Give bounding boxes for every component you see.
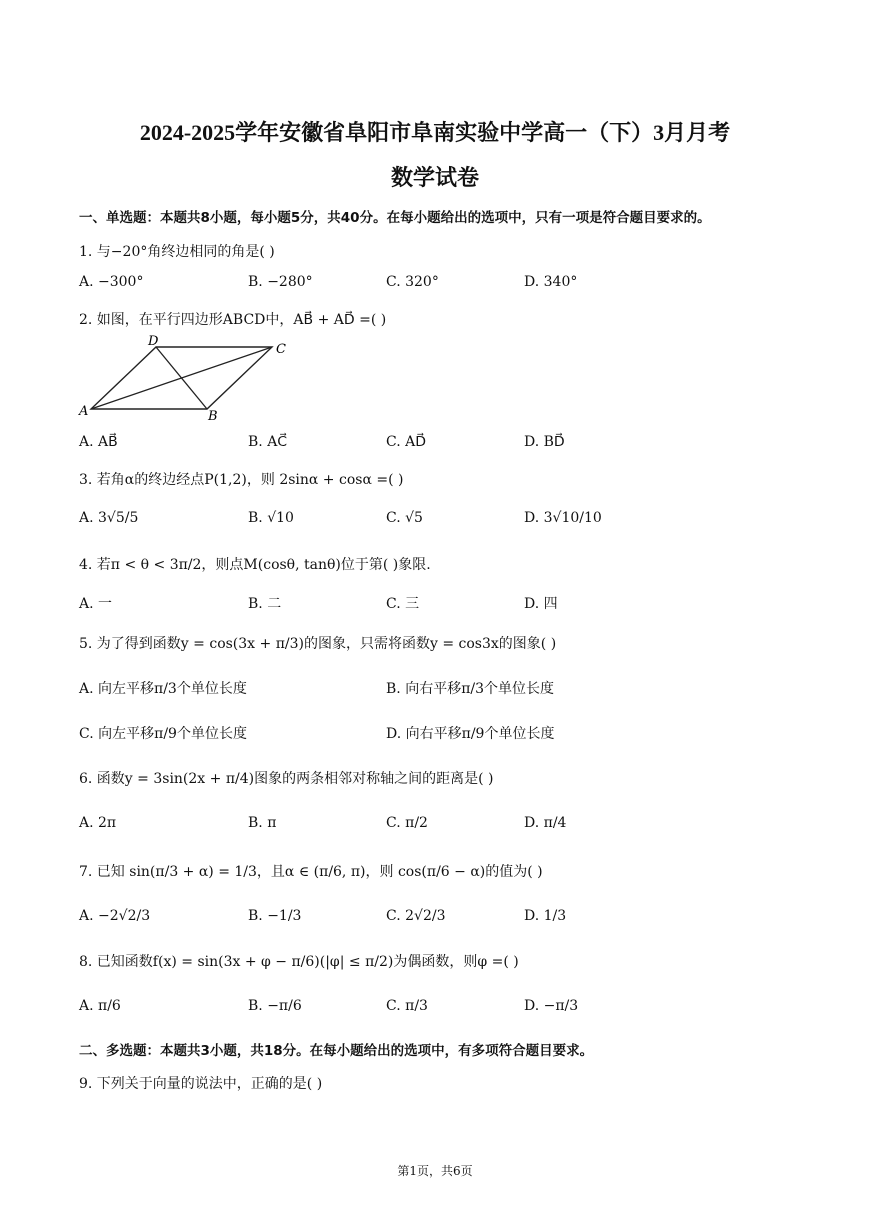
q1-option-d: D. 340° [524, 274, 578, 290]
question-2: 2. 如图，在平行四边形ABCD中，AB⃗ + AD⃗ =( ) [79, 312, 387, 328]
q5-option-a: A. 向左平移π/3个单位长度 [79, 681, 247, 697]
question-6: 6. 函数y = 3sin(2x + π/4)图象的两条相邻对称轴之间的距离是( ) [79, 771, 494, 787]
page-footer: 第1页，共6页 [397, 1164, 473, 1178]
q6-option-b: B. π [248, 815, 277, 831]
q5-option-d: D. 向右平移π/9个单位长度 [386, 726, 555, 742]
section-1-heading: 一、单选题：本题共8小题，每小题5分，共40分。在每小题给出的选项中，只有一项是符合题目要求的。 [79, 210, 711, 226]
question-1: 1. 与−20°角终边相同的角是( ) [79, 244, 275, 260]
question-7: 7. 已知 sin(π/3 + α) = 1/3，且α ∈ (π/6, π)，则 cos(π/6 − α)的值为( ) [79, 864, 543, 880]
q2-option-d: D. BD⃗ [524, 434, 565, 450]
q3-option-c: C. √5 [386, 510, 423, 526]
q2-option-b: B. AC⃗ [248, 434, 288, 450]
q5-option-b: B. 向右平移π/3个单位长度 [386, 681, 555, 697]
parallelogram-figure [74, 334, 299, 424]
q2-option-a: A. AB⃗ [79, 434, 118, 450]
q1-option-b: B. −280° [248, 274, 313, 290]
question-8: 8. 已知函数f(x) = sin(3x + φ − π/6)(|φ| ≤ π/2)为偶函数，则φ =( ) [79, 954, 519, 970]
q1-option-c: C. 320° [386, 274, 439, 290]
question-5: 5. 为了得到函数y = cos(3x + π/3)的图象，只需将函数y = cos3x的图象( ) [79, 636, 557, 652]
q4-option-a: A. 一 [79, 596, 113, 612]
q7-option-b: B. −1/3 [248, 908, 302, 924]
exam-subtitle: 数学试卷 [390, 165, 479, 190]
q6-option-a: A. 2π [79, 815, 117, 831]
q7-option-d: D. 1/3 [524, 908, 567, 924]
q6-option-d: D. π/4 [524, 815, 567, 831]
q1-option-a: A. −300° [79, 274, 144, 290]
q8-option-a: A. π/6 [79, 998, 121, 1014]
q3-option-a: A. 3√5/5 [79, 510, 139, 526]
q8-option-d: D. −π/3 [524, 998, 579, 1014]
question-3: 3. 若角α的终边经点P(1,2)，则 2sinα + cosα =( ) [79, 472, 404, 488]
q7-option-a: A. −2√2/3 [79, 908, 151, 924]
q3-option-b: B. √10 [248, 510, 294, 526]
section-2-heading: 二、多选题：本题共3小题，共18分。在每小题给出的选项中，有多项符合题目要求。 [79, 1043, 594, 1059]
q4-option-b: B. 二 [248, 596, 282, 612]
q3-option-d: D. 3√10/10 [524, 510, 602, 526]
q4-option-c: C. 三 [386, 596, 420, 612]
q4-option-d: D. 四 [524, 596, 558, 612]
vertex-label-a: A [79, 404, 89, 419]
question-9: 9. 下列关于向量的说法中，正确的是( ) [79, 1076, 323, 1092]
q8-option-b: B. −π/6 [248, 998, 302, 1014]
vertex-label-d: D [148, 334, 159, 349]
q7-option-c: C. 2√2/3 [386, 908, 446, 924]
q5-option-c: C. 向左平移π/9个单位长度 [79, 726, 247, 742]
q6-option-c: C. π/2 [386, 815, 428, 831]
q2-option-c: C. AD⃗ [386, 434, 427, 450]
diagonal-bd [156, 347, 207, 409]
question-4: 4. 若π < θ < 3π/2，则点M(cosθ, tanθ)位于第( )象限. [79, 557, 431, 573]
vertex-label-b: B [208, 409, 218, 424]
q8-option-c: C. π/3 [386, 998, 428, 1014]
exam-title: 2024-2025学年安徽省阜阳市阜南实验中学高一（下）3月月考 [139, 120, 731, 145]
vertex-label-c: C [276, 342, 286, 357]
